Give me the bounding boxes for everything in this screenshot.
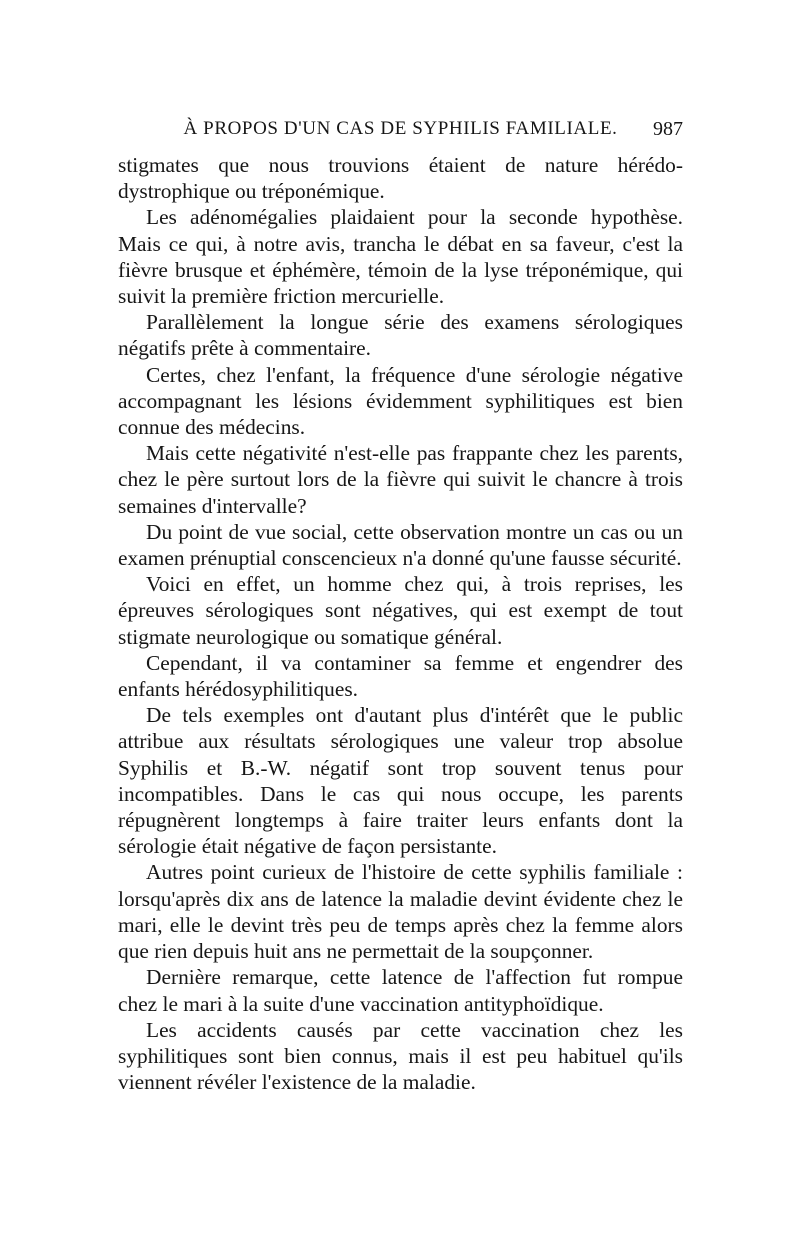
paragraph: Voici en effet, un homme chez qui, à trois reprises, les épreuves sérologiques sont négatives, qui est exempt de tout stigmate neurologique ou somatique général.: [118, 572, 683, 649]
paragraph: Parallèlement la longue série des examens sérologiques négatifs prête à commentaire.: [118, 310, 683, 361]
body-text: [118, 152, 683, 1095]
running-title: À PROPOS D'UN CAS DE SYPHILIS FAMILIALE.: [183, 118, 618, 139]
running-head: [118, 118, 683, 146]
paragraph: Du point de vue social, cette observation montre un cas ou un examen prénuptial conscencieux n'a donné qu'une fausse sécurité.: [118, 519, 683, 571]
paragraph: Autres point curieux de l'histoire de cette syphilis familiale : lorsqu'après dix ans de latence la maladie devint évidente chez le mari, elle le devint très peu de temps après chez la femme alors que rien depuis huit ans ne permettait de la soupçonner.: [118, 860, 683, 964]
paragraph: Les accidents causés par cette vaccination chez les syphilitiques sont bien connus, mais il est peu habituel qu'ils viennent révéler l'existence de la maladie.: [118, 1017, 683, 1095]
paragraph: Dernière remarque, cette latence de l'affection fut rompue chez le mari à la suite d'une vaccination antityphoïdique.: [118, 965, 683, 1016]
paragraph-continued: stigmates que nous trouvions étaient de nature hérédo-dystrophique ou tréponémique.: [118, 153, 683, 204]
paragraph: Les adénomégalies plaidaient pour la seconde hypothèse. Mais ce qui, à notre avis, trancha le débat en sa faveur, c'est la fièvre brusque et éphémère, témoin de la lyse tréponémique, qui suivit la première friction mercurielle.: [118, 205, 683, 309]
page-number: 987: [653, 118, 683, 140]
paragraph: Cependant, il va contaminer sa femme et engendrer des enfants hérédosyphilitiques.: [118, 650, 683, 702]
paragraph: Mais cette négativité n'est-elle pas frappante chez les parents, chez le père surtout lors de la fièvre qui suivit le chancre à trois semaines d'intervalle?: [118, 441, 683, 518]
paragraph: Certes, chez l'enfant, la fréquence d'une sérologie négative accompagnant les lésions évidemment syphilitiques est bien connue des médecins.: [118, 362, 683, 440]
paragraph: De tels exemples ont d'autant plus d'intérêt que le public attribue aux résultats sérologiques une valeur trop absolue Syphilis et B.-W. négatif sont trop souvent tenus pour incompatibles. Dans le cas qui nous occupe, les parents répugnèrent longtemps à faire traiter leurs enfants dont la sérologie était négative de façon persistante.: [118, 703, 683, 859]
